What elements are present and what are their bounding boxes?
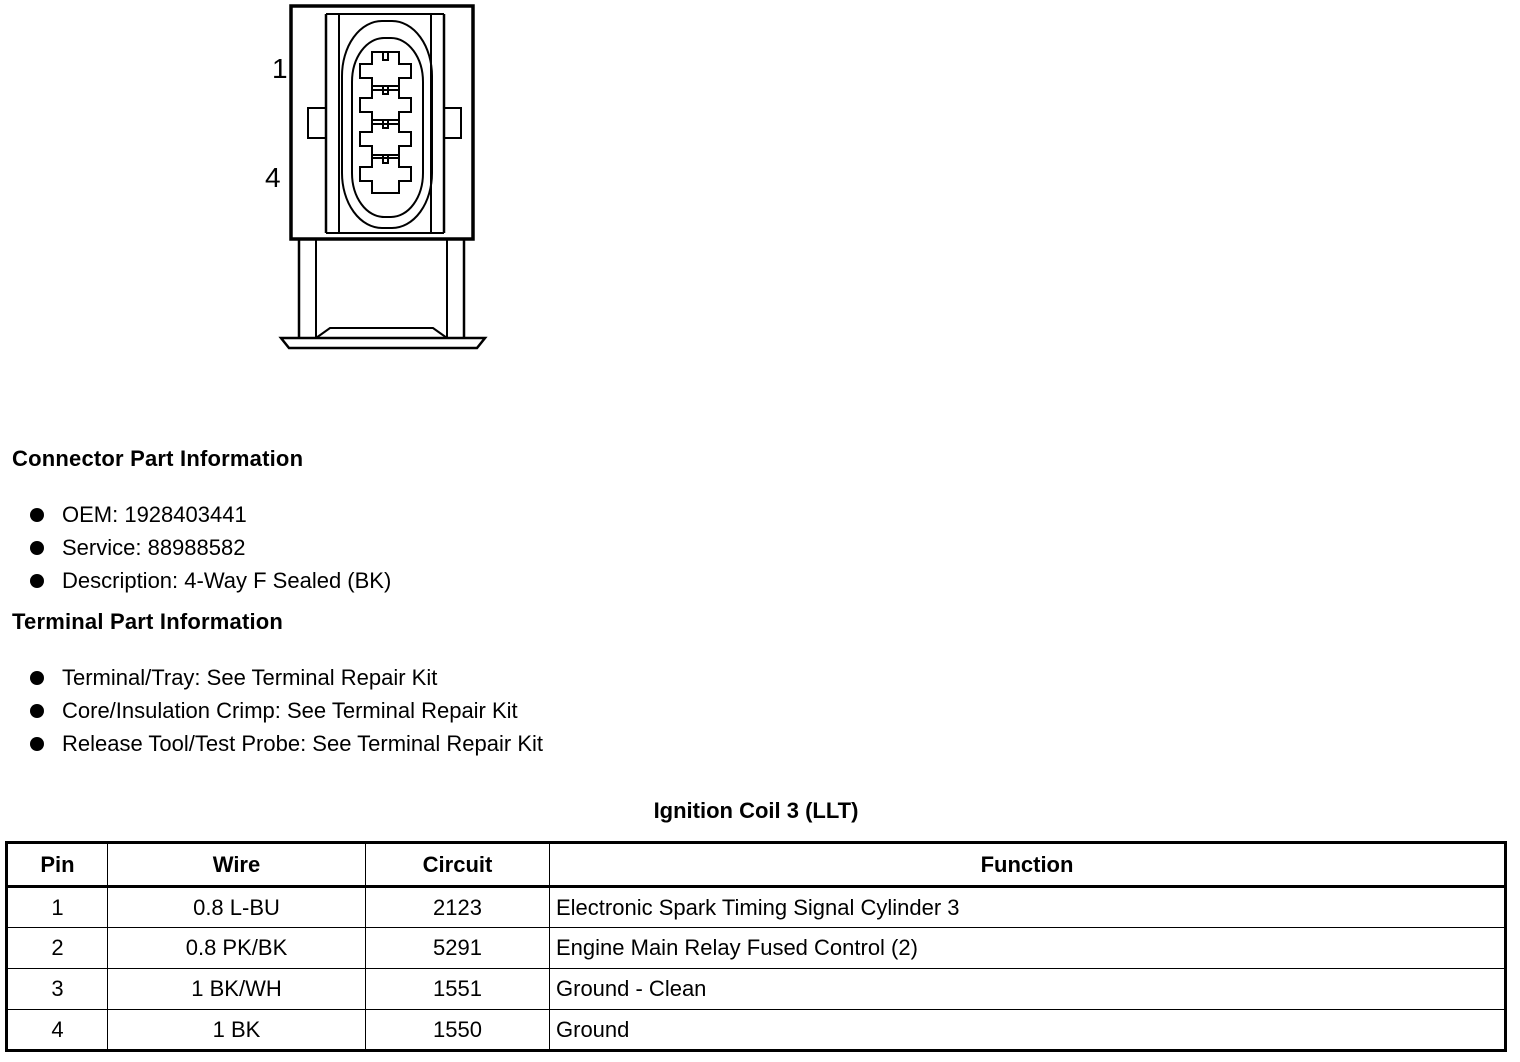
cell-pin: 1 [7,887,108,928]
terminal-info-list [28,661,543,760]
pin-label-1: 1 [272,53,288,84]
header-function: Function [550,843,1506,887]
bullet-icon [30,704,44,718]
list-item-text: Terminal/Tray: See Terminal Repair Kit [62,665,438,690]
bullet-icon [30,737,44,751]
table-row [7,928,1506,969]
cell-function: Engine Main Relay Fused Control (2) [550,928,1506,969]
cell-wire: 0.8 L-BU [108,887,366,928]
list-item-text: Core/Insulation Crimp: See Terminal Repair Kit [62,698,518,723]
header-wire: Wire [108,843,366,887]
cell-wire: 1 BK/WH [108,969,366,1010]
connector-face-diagram [0,0,520,360]
cell-circuit: 5291 [366,928,550,969]
list-item-text: Description: 4-Way F Sealed (BK) [62,568,392,593]
table-title: Ignition Coil 3 (LLT) [653,798,859,823]
table-header-row [7,843,1506,887]
cell-circuit: 1551 [366,969,550,1010]
cell-function: Ground - Clean [550,969,1506,1010]
list-item [28,727,543,760]
table-row [7,1010,1506,1051]
list-item [28,498,391,531]
list-item [28,661,543,694]
cell-circuit: 1550 [366,1010,550,1051]
table-row [7,887,1506,928]
table-row [7,969,1506,1010]
cell-function: Ground [550,1010,1506,1051]
cell-wire: 1 BK [108,1010,366,1051]
pin-label-4: 4 [265,162,281,193]
list-item [28,564,391,597]
terminal-info-heading: Terminal Part Information [12,609,284,634]
bullet-icon [30,671,44,685]
list-item [28,694,543,727]
pinout-table [5,841,1507,1052]
list-item-text: Release Tool/Test Probe: See Terminal Repair Kit [62,731,543,756]
connector-info-heading: Connector Part Information [12,446,304,471]
list-item [28,531,391,564]
cell-wire: 0.8 PK/BK [108,928,366,969]
connector-info-list [28,498,391,597]
header-pin: Pin [7,843,108,887]
cell-circuit: 2123 [366,887,550,928]
header-circuit: Circuit [366,843,550,887]
cell-pin: 4 [7,1010,108,1051]
list-item-text: OEM: 1928403441 [62,502,247,527]
list-item-text: Service: 88988582 [62,535,246,560]
cell-pin: 3 [7,969,108,1010]
cell-function: Electronic Spark Timing Signal Cylinder 3 [550,887,1506,928]
bullet-icon [30,541,44,555]
bullet-icon [30,574,44,588]
cell-pin: 2 [7,928,108,969]
bullet-icon [30,508,44,522]
